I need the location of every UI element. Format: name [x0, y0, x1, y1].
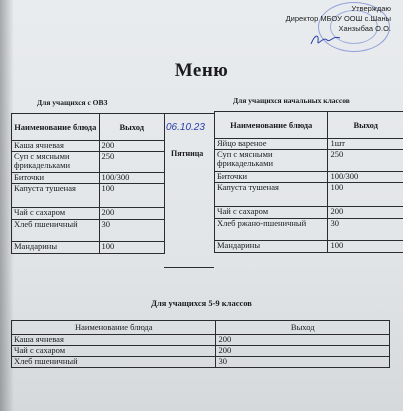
dish-name: Биточки	[12, 173, 100, 184]
dish-name: Каша ячневая	[12, 335, 216, 346]
section-grades59-heading: Для учащихся 5-9 классов	[151, 298, 252, 308]
dish-name: Капуста тушеная	[215, 183, 328, 207]
dish-output: 100/300	[328, 172, 403, 183]
menu-table-primary	[214, 111, 403, 253]
dish-output: 100	[328, 183, 403, 207]
column-header-output: Выход	[99, 114, 164, 141]
table-header-row	[12, 321, 390, 335]
dish-name: Суп с мясными фрикадельками	[12, 152, 100, 173]
page-title: Меню	[174, 60, 229, 81]
approval-line-2: Директор МБОУ ООШ с.Шаны	[285, 14, 391, 23]
approval-line-3: Ханзыбаа О.О.	[338, 24, 391, 33]
director-signature	[309, 32, 343, 48]
dish-name: Суп с мясными фрикадельками	[215, 150, 328, 172]
dish-name: Мандарины	[12, 242, 100, 254]
menu-table-ovz	[11, 113, 165, 254]
dish-name: Яйцо вареное	[215, 139, 328, 150]
column-header-dish: Наименование блюда	[12, 114, 100, 141]
menu-date: 06.10.23	[166, 122, 205, 133]
dish-output: 200	[216, 346, 390, 357]
section-primary-heading: Для учащихся начальных классов	[233, 96, 350, 105]
dish-output: 100/300	[99, 173, 164, 184]
table-header-row	[12, 114, 165, 141]
table-row	[215, 241, 403, 253]
dish-name: Мандарины	[215, 241, 328, 253]
table-row	[12, 141, 165, 152]
column-header-output: Выход	[328, 112, 403, 139]
dish-output: 200	[99, 141, 164, 152]
table-row	[12, 335, 390, 346]
table-row	[215, 219, 403, 241]
dish-name: Биточки	[215, 172, 328, 183]
dish-output: 1шт	[328, 139, 403, 150]
dish-name: Капуста тушеная	[12, 184, 100, 208]
column-header-dish: Наименование блюда	[12, 321, 216, 335]
table-row	[12, 208, 165, 220]
dish-output: 30	[99, 220, 164, 242]
table-row	[12, 173, 165, 184]
table-row	[215, 150, 403, 172]
table-row	[215, 139, 403, 150]
menu-weekday: Пятница	[171, 149, 204, 158]
dish-name: Хлеб пшеничный	[12, 357, 216, 368]
table-header-row	[215, 112, 403, 139]
table-row	[12, 184, 165, 208]
table-row	[215, 207, 403, 219]
table-row	[215, 183, 403, 207]
table-row	[12, 220, 165, 242]
table-row	[12, 357, 390, 368]
dish-name: Чай с сахаром	[215, 207, 328, 219]
dish-output: 100	[99, 184, 164, 208]
dish-name: Хлеб ржано-пшеничный	[215, 219, 328, 241]
dish-name: Чай с сахаром	[12, 208, 100, 220]
approval-block	[221, 4, 391, 34]
dish-output: 30	[328, 219, 403, 241]
table-row	[12, 346, 390, 357]
column-header-dish: Наименование блюда	[215, 112, 328, 139]
dish-output: 100	[99, 242, 164, 254]
dish-output: 200	[99, 208, 164, 220]
table-row	[215, 172, 403, 183]
dish-name: Хлеб пшеничный	[12, 220, 100, 242]
dish-name: Чай с сахаром	[12, 346, 216, 357]
column-header-output: Выход	[216, 321, 390, 335]
table-row	[12, 152, 165, 173]
day-cell	[164, 113, 214, 268]
dish-output: 200	[216, 335, 390, 346]
dish-output: 30	[216, 357, 390, 368]
approval-line-1: Утверждаю	[351, 4, 391, 13]
dish-output: 100	[328, 241, 403, 253]
menu-table-grades59	[11, 320, 390, 368]
dish-output: 250	[328, 150, 403, 172]
table-row	[12, 242, 165, 254]
dish-output: 250	[99, 152, 164, 173]
section-ovz-heading: Для учащихся с ОВЗ	[37, 98, 108, 107]
dish-name: Каша ячневая	[12, 141, 100, 152]
dish-output: 200	[328, 207, 403, 219]
